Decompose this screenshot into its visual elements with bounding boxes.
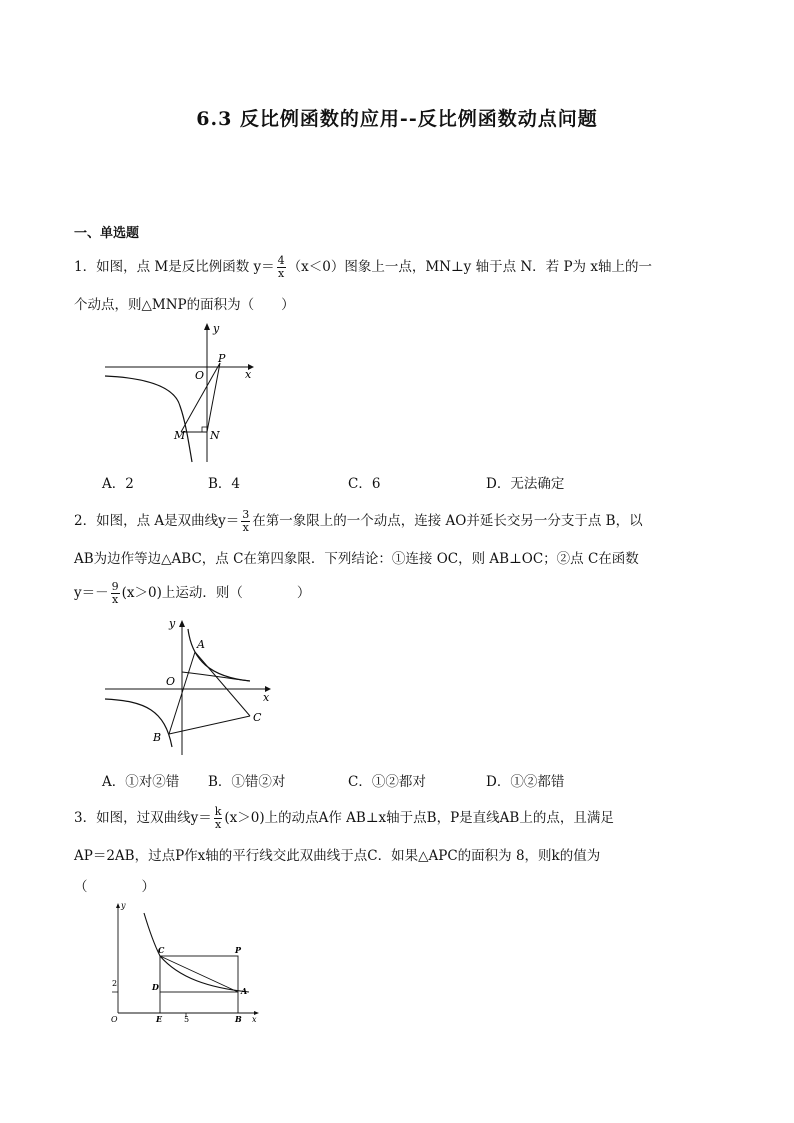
q2-frac-num: 3 — [242, 508, 250, 521]
q1-line1 — [74, 255, 652, 280]
q3-line1 — [74, 806, 614, 831]
q1-right-angle-icon — [202, 427, 207, 432]
q2-label-x: x — [263, 691, 270, 704]
q3-label-y: y — [121, 901, 126, 910]
q3-y-arrow-icon — [116, 903, 120, 908]
q2-text-a: 2．如图，点 A是双曲线y＝ — [74, 513, 240, 529]
q1-hyperbola — [105, 376, 192, 462]
q2-line2: AB为边作等边△ABC，点 C在第四象限．下列结论：①连接 OC，则 AB⊥OC；②点 C在函数 — [74, 551, 639, 567]
q2-line1 — [74, 509, 643, 534]
q1-frac-num: 4 — [277, 254, 285, 267]
q2-text-d: (x＞0)上运动．则（ ） — [121, 585, 311, 601]
q1-option-d[interactable]: D．无法确定 — [486, 476, 565, 492]
q1-frac-den: x — [278, 267, 285, 280]
q3-label-p: P — [235, 945, 242, 955]
q2-line3 — [74, 581, 310, 606]
q1-label-p: P — [218, 352, 226, 365]
section-heading: 一、单选题 — [74, 226, 140, 241]
q3-label-e: E — [156, 1014, 163, 1024]
q3-label-b: B — [235, 1014, 242, 1024]
q1-fraction — [277, 255, 286, 280]
q2-y-arrow-icon — [179, 620, 185, 627]
q2-option-d[interactable]: D．①②都错 — [486, 774, 565, 790]
q3-label-2: 2 — [112, 979, 118, 988]
q2-fraction-2 — [111, 581, 120, 606]
q2-fraction — [241, 509, 250, 534]
q3-label-x: x — [252, 1015, 257, 1024]
q2-frac2-num: 9 — [111, 580, 119, 593]
q2-label-a: A — [197, 638, 205, 651]
q3-figure — [104, 898, 264, 1026]
q1-text-b: （x＜0）图象上一点，MN⊥y 轴于点 N．若 P为 x轴上的一 — [287, 259, 652, 275]
q1-label-x: x — [245, 368, 252, 381]
q1-option-c[interactable]: C．6 — [348, 476, 381, 492]
q2-option-a[interactable]: A．①对②错 — [102, 774, 180, 790]
q1-option-a[interactable]: A．2 — [102, 476, 134, 492]
q3-segment-ca — [160, 956, 238, 992]
q2-frac2-den: x — [112, 593, 119, 606]
q1-label-y: y — [213, 322, 220, 335]
q2-label-y: y — [169, 617, 176, 630]
q1-figure — [100, 318, 260, 466]
q3-text-a: 3．如图，过双曲线y＝ — [74, 810, 212, 826]
q1-y-arrow-icon — [204, 323, 210, 330]
q3-label-o: O — [111, 1015, 118, 1024]
q2-label-b: B — [153, 731, 162, 744]
q1-label-n: N — [210, 429, 220, 442]
q3-frac-num: k — [214, 805, 222, 818]
q3-fraction — [214, 806, 223, 831]
q3-label-a: A — [241, 986, 248, 996]
q2-text-b: 在第一象限上的一个动点，连接 AO并延长交另一分支于点 B，以 — [252, 513, 643, 529]
q2-figure — [100, 615, 280, 757]
q1-segment-np — [207, 363, 220, 432]
q3-label-c: C — [158, 945, 165, 955]
q3-text-b: (x＞0)上的动点A作 AB⊥x轴于点B，P是直线AB上的点，且满足 — [224, 810, 614, 826]
q2-label-o: O — [166, 675, 176, 688]
q2-text-c: y＝－ — [74, 585, 109, 601]
q2-option-c[interactable]: C．①②都对 — [348, 774, 426, 790]
q3-label-d: D — [152, 982, 159, 992]
q2-label-c: C — [253, 711, 262, 724]
q2-frac-den: x — [242, 521, 249, 534]
q1-label-m: M — [174, 429, 186, 442]
q3-frac-den: x — [214, 818, 222, 831]
q1-text-a: 1．如图，点 M是反比例函数 y＝ — [74, 259, 275, 275]
q2-segment-ac — [195, 652, 250, 716]
q3-label-5: 5 — [184, 1015, 190, 1024]
q2-segment-bc — [169, 716, 250, 734]
q2-option-b[interactable]: B．①错②对 — [208, 774, 286, 790]
q1-label-o: O — [195, 369, 205, 382]
q3-line2: AP＝2AB，过点P作x轴的平行线交此双曲线于点C．如果△APC的面积为 8，则k的值为 — [74, 848, 601, 864]
q1-line2: 个动点，则△MNP的面积为（ ） — [74, 297, 295, 313]
q3-line3: （ ） — [74, 879, 155, 895]
page-title: 6.3 反比例函数的应用--反比例函数动点问题 — [196, 108, 598, 130]
q2-branch-third-quadrant — [105, 699, 172, 747]
q1-option-b[interactable]: B．4 — [208, 476, 241, 492]
